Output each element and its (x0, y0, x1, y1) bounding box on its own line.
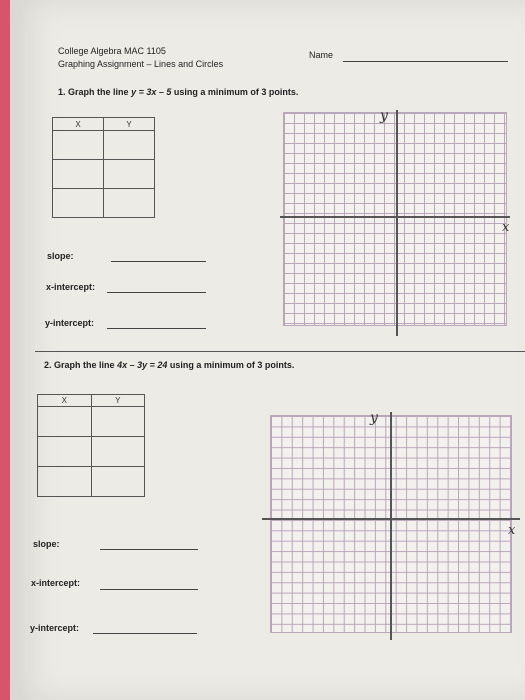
problem2-xint-blank[interactable] (100, 589, 198, 590)
problem2-xy-table (37, 394, 145, 497)
problem1-prompt (58, 87, 298, 97)
table-cell[interactable] (53, 160, 104, 189)
problem1-prompt-post: using a minimum of 3 points. (173, 87, 299, 97)
assignment-title: Graphing Assignment – Lines and Circles (58, 59, 224, 69)
table-header-x: X (53, 118, 104, 131)
problem2-yint-blank[interactable] (93, 633, 197, 634)
table-cell[interactable] (91, 467, 145, 497)
problem1-xint-blank[interactable] (107, 292, 206, 293)
problem2-y-axis-label: y (370, 410, 378, 426)
table-cell[interactable] (104, 189, 155, 218)
problem1-yint-label: y-intercept: (45, 318, 95, 328)
problem2-number: 2. (44, 360, 52, 370)
table-cell[interactable] (38, 407, 92, 437)
table-cell[interactable] (38, 437, 92, 467)
table-cell[interactable] (91, 437, 145, 467)
problem1-yint-blank[interactable] (107, 328, 206, 329)
name-blank (343, 61, 508, 62)
section-divider (35, 351, 525, 352)
table-cell[interactable] (104, 160, 155, 189)
problem2-x-axis (262, 518, 520, 520)
problem1-y-axis (396, 110, 398, 336)
problem2-xint-label: x-intercept: (31, 578, 81, 588)
problem1-x-axis-label: x (502, 220, 510, 235)
problem1-slope-label: slope: (47, 251, 74, 261)
problem1-xy-table (52, 117, 155, 218)
table-cell[interactable] (91, 407, 145, 437)
problem2-prompt (44, 360, 294, 370)
problem1-xint-label: x-intercept: (46, 282, 96, 292)
table-header-x: X (38, 395, 92, 407)
problem1-equation: y = 3x – 5 (131, 87, 172, 97)
problem2-x-axis-label: x (508, 523, 516, 538)
table-header-y: Y (104, 118, 155, 131)
table-header-y: Y (91, 395, 145, 407)
problem1-x-axis (280, 216, 510, 218)
problem2-slope-blank[interactable] (100, 549, 198, 550)
problem2-slope-label: slope: (33, 539, 60, 549)
problem1-y-axis-label: y (380, 108, 388, 124)
table-cell[interactable] (104, 131, 155, 160)
problem2-y-axis (390, 412, 392, 640)
problem1-prompt-pre: Graph the line (68, 87, 129, 97)
table-cell[interactable] (53, 131, 104, 160)
problem2-prompt-pre: Graph the line (54, 360, 115, 370)
name-label: Name (309, 50, 334, 60)
problem2-prompt-post: using a minimum of 3 points. (169, 360, 295, 370)
problem2-equation: 4x – 3y = 24 (117, 360, 168, 370)
table-cell[interactable] (38, 467, 92, 497)
course-title: College Algebra MAC 1105 (58, 46, 166, 56)
problem2-yint-label: y-intercept: (30, 623, 80, 633)
problem1-slope-blank[interactable] (111, 261, 206, 262)
problem1-graph-grid[interactable] (283, 112, 510, 326)
table-cell[interactable] (53, 189, 104, 218)
problem1-number: 1. (58, 87, 66, 97)
